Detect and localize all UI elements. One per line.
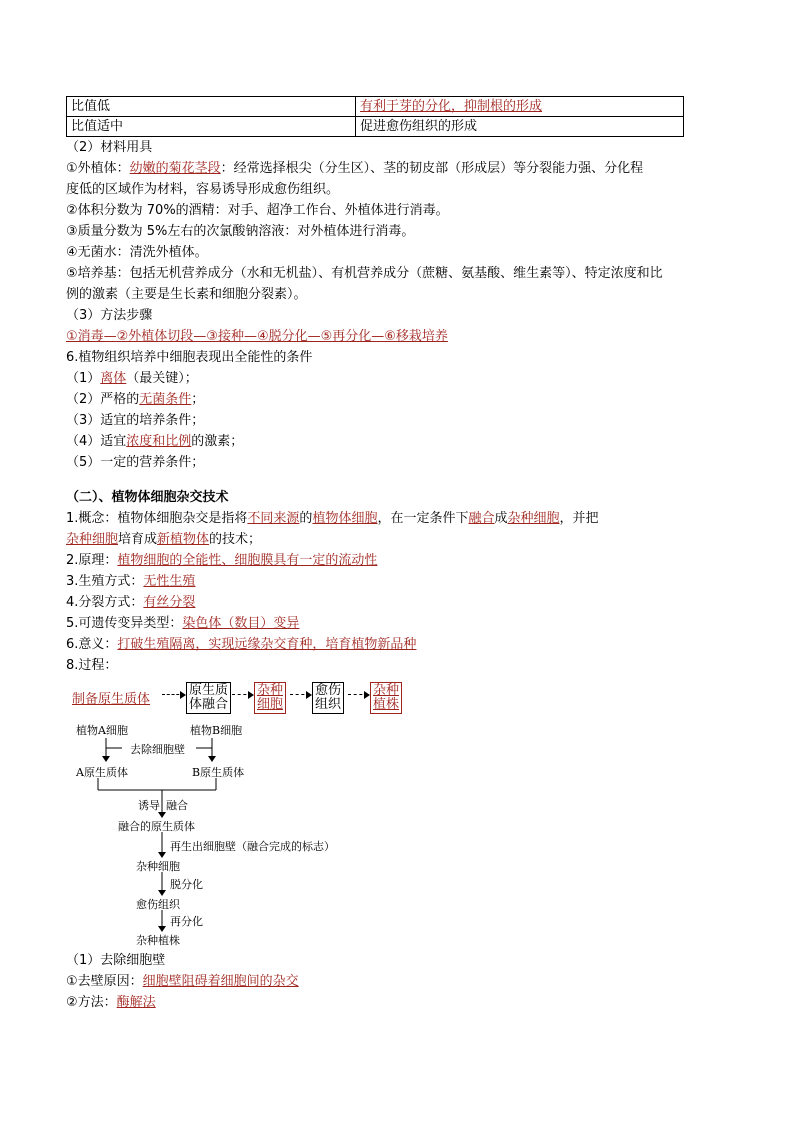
body-text: 培育成 <box>118 532 158 547</box>
medium-line-2: 例的激素（主要是生长素和细胞分裂素）。 <box>66 287 307 302</box>
remove-wall-method <box>66 992 726 1013</box>
fused-protoplast-label: 融合的原生质体 <box>118 820 195 833</box>
answer-text: 融合 <box>468 511 495 526</box>
body-text: ，并把 <box>559 511 599 526</box>
hybrid-plant-label: 杂种植株 <box>136 934 180 947</box>
process-line: 8.过程： <box>66 658 118 673</box>
variation-line <box>66 613 726 634</box>
table-row <box>67 97 684 117</box>
flow-box-text: 原生质 <box>189 683 229 698</box>
callus-label: 愈伤组织 <box>136 898 180 911</box>
plant-b-label: 植物B细胞 <box>190 724 243 737</box>
condition-1 <box>66 368 726 389</box>
body-text: 的 <box>299 511 313 526</box>
spacer <box>66 473 726 487</box>
hypochlorite-line: ③质量分数为 5%左右的次氯酸钠溶液：对外植体进行消毒。 <box>66 224 415 239</box>
condition-2 <box>66 389 726 410</box>
explant-line-2: 度低的区域作为材料，容易诱导形成愈伤组织。 <box>66 182 340 197</box>
protoplast-b-label: B原生质体 <box>192 766 245 779</box>
condition-5: （5）一定的营养条件； <box>66 455 205 470</box>
label-text: ②方法： <box>66 995 117 1010</box>
flow-box-text: 杂种 <box>373 683 400 698</box>
protoplast-a-label: A原生质体 <box>76 766 128 779</box>
flow-box-text: 体融合 <box>189 697 229 712</box>
flow-arrow <box>162 694 184 695</box>
answer-text: 不同来源 <box>247 511 300 526</box>
label-text: 4.分裂方式： <box>66 595 144 610</box>
flow-box-text: 组织 <box>315 697 342 712</box>
division-line <box>66 592 726 613</box>
condition-4 <box>66 431 726 452</box>
answer-text: ①消毒—②外植体切段—③接种—④脱分化—⑤再分化—⑥移栽培养 <box>66 329 448 344</box>
answer-text: 细胞壁阻碍着细胞间的杂交 <box>142 974 299 989</box>
label-text: 1.概念：植物体细胞杂交是指将 <box>66 511 248 526</box>
body-text: 的激素； <box>191 434 244 449</box>
label-text: （1） <box>66 371 101 386</box>
diagram-lines <box>66 720 386 950</box>
condition-3: （3）适宜的培养条件； <box>66 413 205 428</box>
flow-arrow <box>348 694 368 695</box>
answer-text: 杂种细胞 <box>66 532 119 547</box>
body-text: ：经常选择根尖（分生区）、茎的韧皮部（形成层）等分裂能力强、分化程 <box>220 161 644 176</box>
reproduction-line <box>66 571 726 592</box>
flow-box-text: 细胞 <box>257 697 284 712</box>
flow-box-text: 愈伤 <box>315 683 342 698</box>
answer-text: 有利于芽的分化，抑制根的形成 <box>360 99 543 114</box>
process-flowchart <box>66 680 726 720</box>
steps-heading: （3）方法步骤 <box>66 308 153 323</box>
answer-text: 打破生殖隔离，实现远缘杂交育种，培育植物新品种 <box>117 637 417 652</box>
label-text: （4）适宜 <box>66 434 127 449</box>
flow-box-hybrid-cell <box>254 682 286 714</box>
answer-text: 幼嫩的菊花茎段 <box>129 161 221 176</box>
body-text: 的技术； <box>209 532 262 547</box>
answer-text: 植物体细胞 <box>312 511 378 526</box>
flow-arrow <box>290 694 310 695</box>
answer-text: 新植物体 <box>157 532 210 547</box>
label-text: 5.可遗传变异类型： <box>66 616 183 631</box>
induce-label: 诱导 <box>138 799 160 812</box>
flow-box-text: 植株 <box>373 697 400 712</box>
label-text: ①去壁原因： <box>66 974 143 989</box>
flow-box-fusion <box>186 682 231 714</box>
table-cell-label: 比值适中 <box>67 117 356 137</box>
process-diagram <box>66 720 726 950</box>
answer-text: 无性生殖 <box>143 574 196 589</box>
flow-box-text: 杂种 <box>257 683 284 698</box>
materials-heading: （2）材料用具 <box>66 140 153 155</box>
concept-line <box>66 508 726 529</box>
explant-line <box>66 158 726 179</box>
answer-text: 有丝分裂 <box>143 595 196 610</box>
remove-wall-label: 去除细胞壁 <box>130 743 185 756</box>
flow-arrow <box>232 694 252 695</box>
redifferentiation-label: 再分化 <box>170 915 203 928</box>
answer-text: 杂种细胞 <box>507 511 560 526</box>
plant-a-label: 植物A细胞 <box>76 724 128 737</box>
label-text: 2.原理： <box>66 553 118 568</box>
flow-box-callus <box>312 682 344 714</box>
table-cell-value: 促进愈伤组织的形成 <box>356 117 684 137</box>
conditions-heading: 6.植物组织培养中细胞表现出全能性的条件 <box>66 350 313 365</box>
answer-text: 植物细胞的全能性、细胞膜具有一定的流动性 <box>117 553 378 568</box>
label-text: （2）严格的 <box>66 392 140 407</box>
hormone-ratio-table <box>66 96 684 137</box>
answer-text: 浓度和比例 <box>126 434 192 449</box>
meaning-line <box>66 634 726 655</box>
flow-box-hybrid-plant <box>370 682 402 714</box>
content <box>66 96 726 1013</box>
fuse-label: 融合 <box>166 799 188 812</box>
regen-wall-label: 再生出细胞壁（融合完成的标志） <box>170 840 335 853</box>
table-row <box>67 117 684 137</box>
remove-wall-heading: （1）去除细胞壁 <box>66 953 166 968</box>
body-text: （最关键）； <box>126 371 198 386</box>
hybrid-cell-label: 杂种细胞 <box>136 860 180 873</box>
answer-text: 无菌条件 <box>139 392 192 407</box>
dedifferentiation-label: 脱分化 <box>170 878 203 891</box>
answer-text: 染色体（数目）变异 <box>182 616 300 631</box>
sterile-water-line: ④无菌水：清洗外植体。 <box>66 245 208 260</box>
body-text: 成 <box>494 511 508 526</box>
flow-start: 制备原生质体 <box>72 692 151 707</box>
table-cell-value <box>356 97 684 117</box>
table-cell-label: 比值低 <box>67 97 356 117</box>
remove-wall-reason <box>66 971 726 992</box>
principle-line <box>66 550 726 571</box>
answer-text: 酶解法 <box>116 995 156 1010</box>
answer-text: 离体 <box>100 371 127 386</box>
label-text: 3.生殖方式： <box>66 574 144 589</box>
section-heading: （二）、植物体细胞杂交技术 <box>66 490 229 505</box>
steps-line <box>66 326 726 347</box>
body-text: ； <box>191 392 205 407</box>
medium-line: ⑤培养基：包括无机营养成分（水和无机盐）、有机营养成分（蔗糖、氨基酸、维生素等）、特定浓度和比 <box>66 266 663 281</box>
body-text: ，在一定条件下 <box>377 511 469 526</box>
label-text: ①外植体： <box>66 161 130 176</box>
alcohol-line: ②体积分数为 70%的酒精：对手、超净工作台、外植体进行消毒。 <box>66 203 449 218</box>
label-text: 6.意义： <box>66 637 118 652</box>
concept-line-2 <box>66 529 726 550</box>
